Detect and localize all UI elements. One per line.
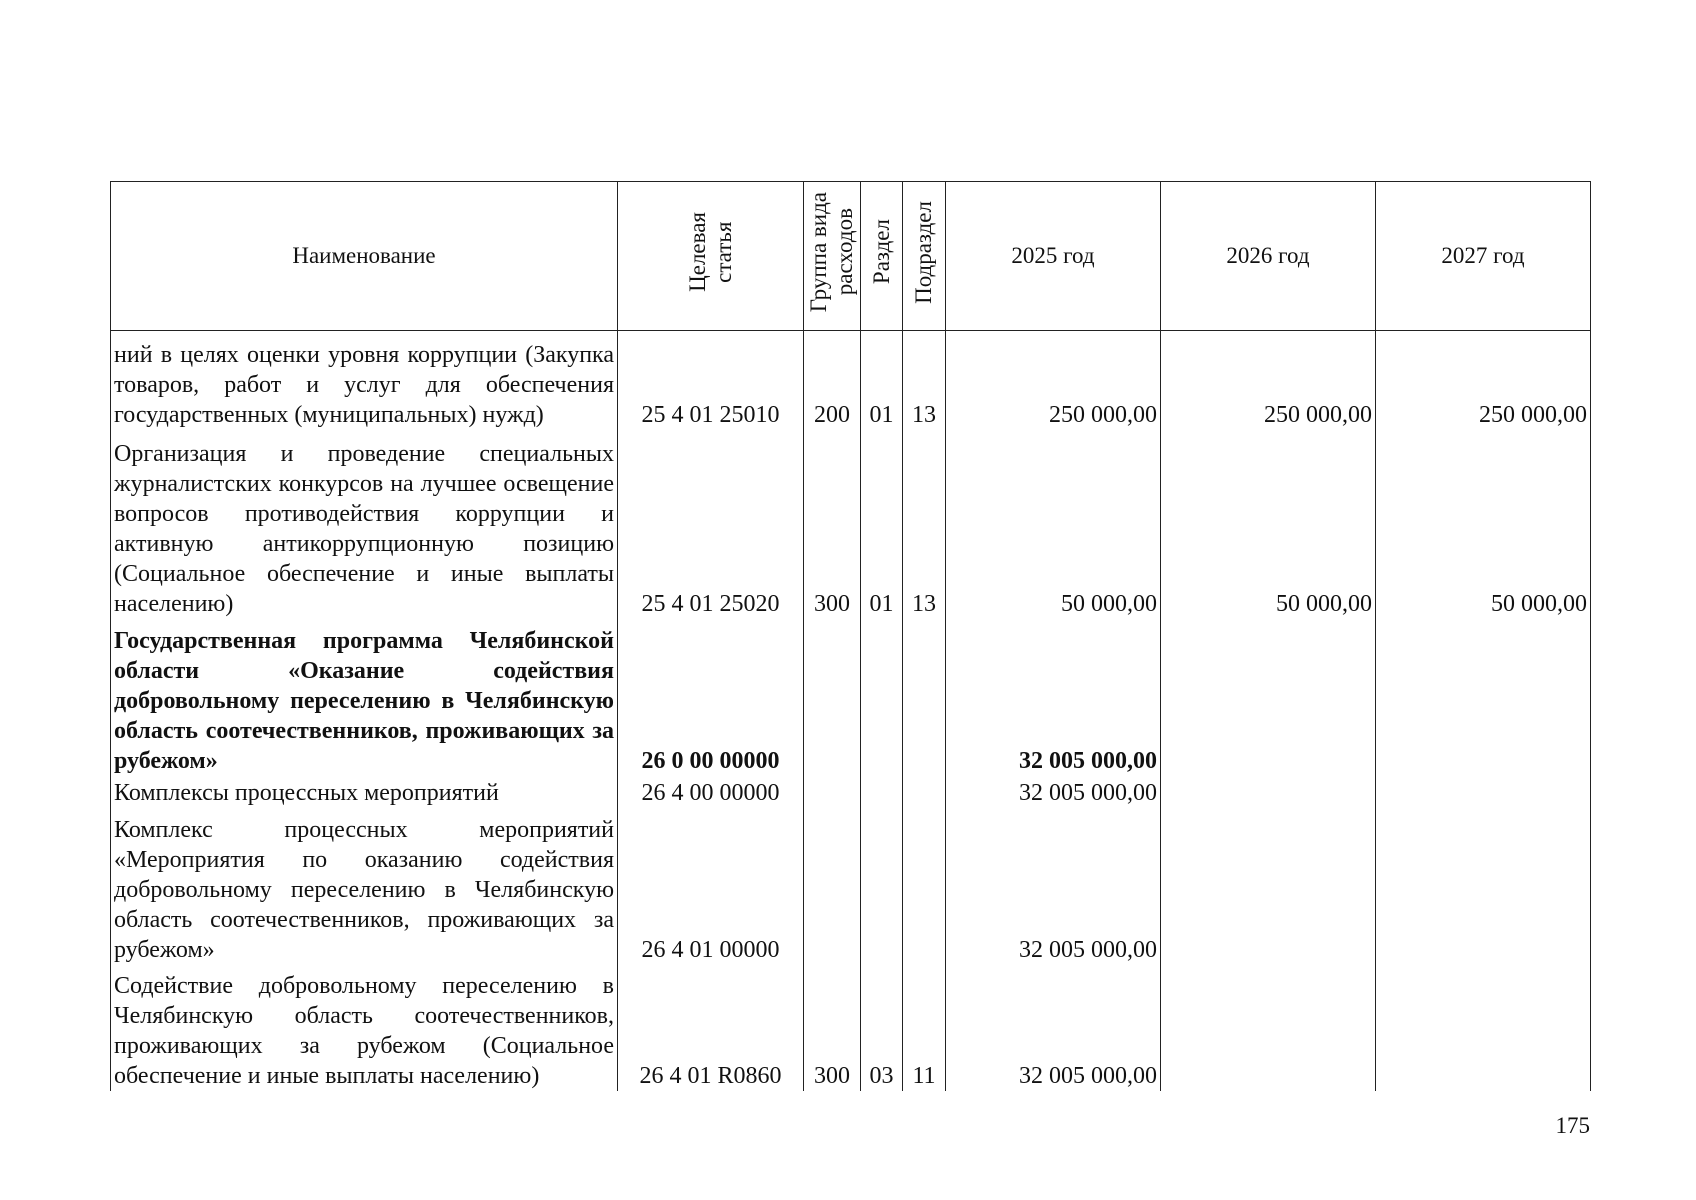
header-2027: 2027 год bbox=[1376, 182, 1591, 331]
cell-target: 26 4 00 00000 bbox=[618, 776, 804, 807]
cell-2025: 32 005 000,00 bbox=[946, 776, 1161, 807]
cell-group bbox=[804, 619, 861, 776]
cell-name: Государственная программа Челябинской области «Оказание содействия добровольному переселению в Челябинскую область соотечественников, проживающих за рубежом» bbox=[111, 619, 618, 776]
cell-2025: 32 005 000,00 bbox=[946, 619, 1161, 776]
cell-target: 26 0 00 00000 bbox=[618, 619, 804, 776]
header-expense-group: Группа вида расходов bbox=[804, 182, 861, 331]
cell-2027: 50 000,00 bbox=[1376, 430, 1591, 619]
cell-group: 200 bbox=[804, 331, 861, 430]
table-row-program bbox=[111, 619, 1591, 776]
cell-name: ний в целях оценки уровня коррупции (Закупка товаров, работ и услуг для обеспечения государственных (муниципальных) нужд) bbox=[111, 331, 618, 430]
header-2025: 2025 год bbox=[946, 182, 1161, 331]
table-row bbox=[111, 430, 1591, 619]
table-row bbox=[111, 331, 1591, 430]
cell-subsection: 13 bbox=[903, 331, 946, 430]
cell-group: 300 bbox=[804, 430, 861, 619]
cell-group bbox=[804, 808, 861, 965]
cell-2026 bbox=[1161, 619, 1376, 776]
cell-subsection: 13 bbox=[903, 430, 946, 619]
cell-group: 300 bbox=[804, 965, 861, 1091]
cell-section: 01 bbox=[861, 430, 903, 619]
cell-section bbox=[861, 808, 903, 965]
cell-2026: 250 000,00 bbox=[1161, 331, 1376, 430]
cell-target: 26 4 01 R0860 bbox=[618, 965, 804, 1091]
cell-2025: 250 000,00 bbox=[946, 331, 1161, 430]
header-subsection: Подраздел bbox=[903, 182, 946, 331]
header-name: Наименование bbox=[111, 182, 618, 331]
cell-name: Организация и проведение специальных журналистских конкурсов на лучшее освещение вопросов противодействия коррупции и активную антикоррупционную позицию (Социальное обеспечение и иные выплаты населению) bbox=[111, 430, 618, 619]
cell-2025: 32 005 000,00 bbox=[946, 808, 1161, 965]
cell-2027 bbox=[1376, 619, 1591, 776]
page-number: 175 bbox=[1555, 1113, 1590, 1138]
cell-subsection: 11 bbox=[903, 965, 946, 1091]
table-body bbox=[111, 331, 1591, 1092]
cell-2027 bbox=[1376, 776, 1591, 807]
cell-name: Комплексы процессных мероприятий bbox=[111, 776, 618, 807]
cell-2026 bbox=[1161, 965, 1376, 1091]
cell-2027 bbox=[1376, 808, 1591, 965]
budget-table bbox=[110, 181, 1591, 1091]
cell-section bbox=[861, 776, 903, 807]
cell-target: 26 4 01 00000 bbox=[618, 808, 804, 965]
cell-section bbox=[861, 619, 903, 776]
cell-section: 01 bbox=[861, 331, 903, 430]
cell-subsection bbox=[903, 776, 946, 807]
cell-name: Содействие добровольному переселению в Челябинскую область соотечественников, проживающих за рубежом (Социальное обеспечение и иные выплаты населению) bbox=[111, 965, 618, 1091]
table-header bbox=[111, 182, 1591, 331]
cell-target: 25 4 01 25020 bbox=[618, 430, 804, 619]
header-section: Раздел bbox=[861, 182, 903, 331]
cell-name: Комплекс процессных мероприятий «Мероприятия по оказанию содействия добровольному переселению в Челябинскую область соотечественников, проживающих за рубежом» bbox=[111, 808, 618, 965]
cell-section: 03 bbox=[861, 965, 903, 1091]
cell-group bbox=[804, 776, 861, 807]
cell-target: 25 4 01 25010 bbox=[618, 331, 804, 430]
cell-2026 bbox=[1161, 808, 1376, 965]
cell-2026: 50 000,00 bbox=[1161, 430, 1376, 619]
cell-2027 bbox=[1376, 965, 1591, 1091]
header-target-article: Целевая статья bbox=[618, 182, 804, 331]
table-row bbox=[111, 808, 1591, 965]
cell-subsection bbox=[903, 808, 946, 965]
header-2026: 2026 год bbox=[1161, 182, 1376, 331]
cell-2026 bbox=[1161, 776, 1376, 807]
cell-2025: 32 005 000,00 bbox=[946, 965, 1161, 1091]
cell-subsection bbox=[903, 619, 946, 776]
cell-2025: 50 000,00 bbox=[946, 430, 1161, 619]
table-row bbox=[111, 776, 1591, 807]
table-row bbox=[111, 965, 1591, 1091]
cell-2027: 250 000,00 bbox=[1376, 331, 1591, 430]
